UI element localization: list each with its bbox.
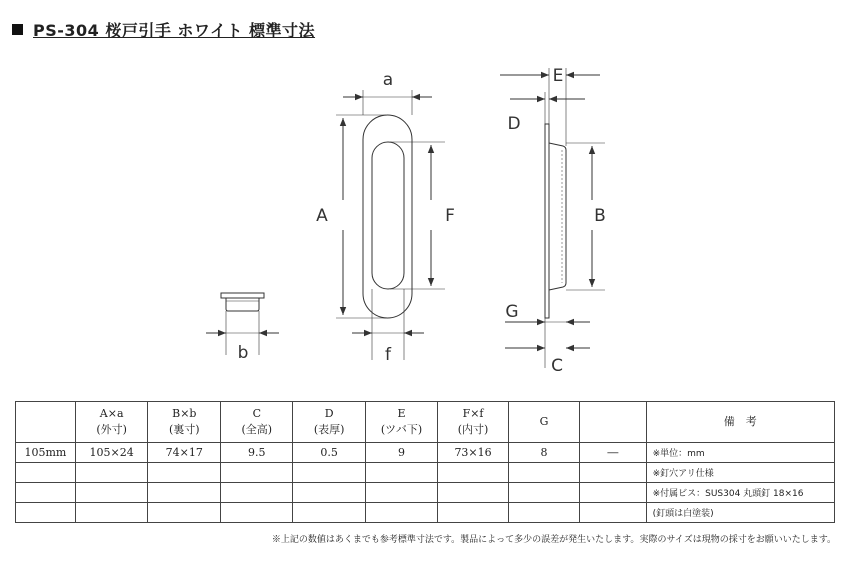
cell-Aa: 105×24 xyxy=(75,443,148,463)
spec-table xyxy=(15,401,835,523)
cell-Bb: 74×17 xyxy=(148,443,221,463)
cell-Ff: 73×16 xyxy=(438,443,509,463)
dim-label-F: F xyxy=(445,206,455,226)
dim-label-A: A xyxy=(316,206,328,226)
dim-label-B: B xyxy=(594,206,606,226)
cell-extra: ― xyxy=(580,443,646,463)
dim-label-f: f xyxy=(385,345,391,365)
side-view-flange xyxy=(545,124,549,318)
header-cell-extra xyxy=(580,402,646,443)
footnote: ※上記の数値はあくまでも参考標準寸法です。製品によって多少の誤差が発生いたします。実際のサイズは現物の採寸をお願いいたします。 xyxy=(271,535,836,545)
front-inner-outline xyxy=(372,142,404,289)
header-cell-Ff: F×f (内寸) xyxy=(438,402,509,443)
dim-label-a: a xyxy=(382,70,394,90)
dim-label-G: G xyxy=(505,302,519,322)
note-nail-hole: ※釘穴アリ仕様 xyxy=(646,463,834,483)
table-row xyxy=(16,503,835,523)
page-title-text: PS-304 桜戸引手 ホワイト 標準寸法 xyxy=(33,21,316,40)
header-cell-D: D (表厚) xyxy=(293,402,365,443)
end-view-flange xyxy=(221,293,264,298)
table-row xyxy=(16,483,835,503)
dim-label-D: D xyxy=(507,114,521,134)
cell-size: 105mm xyxy=(16,443,76,463)
header-cell-G: G xyxy=(508,402,579,443)
end-view-body xyxy=(226,298,259,311)
dim-label-C: C xyxy=(551,356,563,376)
cell-E: 9 xyxy=(365,443,437,463)
note-unit: ※単位：mm xyxy=(646,443,834,463)
dim-label-E: E xyxy=(552,66,564,86)
header-cell-C: C (全高) xyxy=(221,402,293,443)
cell-C: 9.5 xyxy=(221,443,293,463)
note-nail-head: (釘頭は白塗装) xyxy=(646,503,834,523)
header-cell-Bb: B×b (裏寸) xyxy=(148,402,221,443)
table-row xyxy=(16,443,835,463)
cell-G: 8 xyxy=(508,443,579,463)
cell-D: 0.5 xyxy=(293,443,365,463)
header-cell-Aa: A×a (外寸) xyxy=(75,402,148,443)
table-header-row xyxy=(16,402,835,443)
note-screws: ※付属ビス：SUS304 丸頭釘 18×16 xyxy=(646,483,834,503)
header-cell-E: E (ツバ下) xyxy=(365,402,437,443)
header-cell-remarks: 備 考 xyxy=(646,402,834,443)
table-row xyxy=(16,463,835,483)
dim-label-b: b xyxy=(237,343,249,363)
front-outer-outline xyxy=(363,115,412,318)
side-view-body xyxy=(549,143,566,290)
header-cell-blank xyxy=(16,402,76,443)
